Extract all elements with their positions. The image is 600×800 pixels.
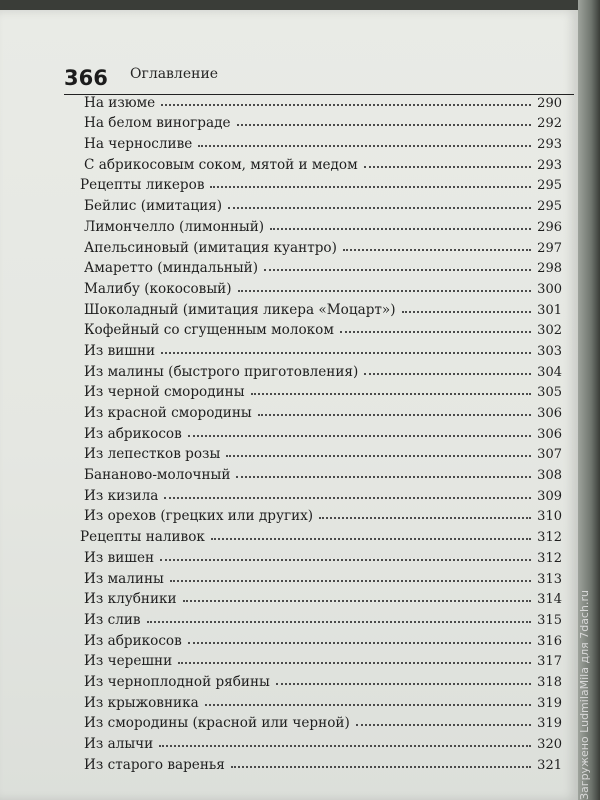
page-number: 366 — [64, 66, 108, 90]
dot-leader — [238, 290, 532, 292]
toc-entry-title: На черносливе — [84, 136, 193, 153]
toc-entry — [84, 649, 562, 670]
toc-entry-page: 319 — [537, 695, 562, 711]
toc-entry-page: 303 — [537, 343, 562, 359]
toc-entry-page: 320 — [537, 737, 562, 752]
toc-entry-page: 298 — [537, 261, 562, 277]
dot-leader — [236, 476, 531, 478]
toc-entry-title: Рецепты ликеров — [80, 177, 205, 194]
toc-entry-title: Из черной смородины — [84, 384, 245, 401]
toc-entry-title: Из старого варенья — [84, 756, 225, 773]
toc-entry — [84, 318, 562, 339]
toc-entry-title: Из слив — [84, 611, 141, 628]
toc-entry — [84, 276, 562, 297]
dot-leader — [402, 311, 532, 313]
toc-entry-page: 318 — [537, 674, 562, 690]
toc-entry-title: Из малины (быстрого приготовления) — [84, 363, 359, 380]
toc-entry-page: 319 — [537, 716, 562, 732]
toc-entry — [84, 380, 562, 401]
toc-entry-page: 301 — [537, 302, 562, 318]
dot-leader — [264, 269, 531, 271]
toc-entry — [84, 152, 562, 173]
dot-leader — [188, 435, 531, 437]
dot-leader — [210, 186, 531, 188]
table-of-contents — [80, 90, 562, 773]
toc-entry — [84, 731, 562, 752]
toc-entry-page: 305 — [537, 385, 562, 401]
toc-entry-page: 292 — [537, 116, 562, 132]
toc-entry-page: 306 — [537, 406, 562, 421]
toc-entry — [84, 256, 562, 277]
toc-entry — [84, 111, 562, 132]
dot-leader — [276, 683, 531, 685]
toc-entry-page: 307 — [537, 447, 562, 463]
dot-leader — [183, 600, 532, 602]
toc-entry-title: Амаретто (миндальный) — [84, 260, 259, 277]
toc-entry-page: 290 — [537, 95, 562, 111]
toc-entry — [84, 462, 562, 483]
dot-leader — [340, 331, 531, 333]
toc-entry-title: Кофейный со сгущенным молоком — [84, 322, 334, 339]
dot-leader — [161, 352, 531, 354]
toc-entry-title: Из абрикосов — [84, 632, 182, 649]
toc-entry-title: Из крыжовника — [84, 694, 199, 711]
toc-entry-title: Из вишни — [84, 342, 156, 359]
toc-entry — [84, 421, 562, 442]
toc-entry-title: Из смородины (красной или черной) — [84, 715, 350, 732]
book-page — [0, 10, 578, 800]
toc-entry — [84, 400, 562, 421]
toc-entry-page: 300 — [537, 281, 562, 297]
toc-entry-title: Из клубники — [84, 591, 177, 608]
toc-entry — [84, 359, 562, 380]
toc-entry-title: Из малины — [84, 570, 164, 587]
toc-entry-title: Из абрикосов — [84, 425, 182, 442]
toc-entry — [84, 566, 562, 587]
toc-entry-title: Шоколадный (имитация ликера «Моцарт») — [84, 301, 396, 318]
toc-entry-page: 295 — [537, 199, 562, 215]
dot-leader — [226, 455, 531, 457]
toc-entry-page: 314 — [537, 592, 562, 608]
toc-entry — [84, 607, 562, 628]
dot-leader — [159, 745, 531, 747]
toc-entry — [84, 690, 562, 711]
dot-leader — [160, 559, 531, 561]
toc-entry-page: 297 — [537, 240, 562, 256]
toc-entry-page: 295 — [537, 178, 562, 194]
toc-entry-page: 317 — [537, 654, 562, 670]
toc-entry — [84, 131, 562, 152]
toc-entry-page: 302 — [537, 323, 562, 339]
toc-entry — [84, 90, 562, 111]
toc-entry — [84, 711, 562, 732]
toc-entry — [84, 235, 562, 256]
dot-leader — [178, 662, 531, 664]
toc-entry-title: Из красной смородины — [84, 405, 252, 421]
toc-entry — [84, 214, 562, 235]
toc-entry-page: 296 — [537, 219, 562, 235]
toc-entry — [84, 442, 562, 463]
toc-entry-title: С абрикосовым соком, мятой и медом — [84, 156, 358, 173]
dot-leader — [147, 621, 532, 623]
toc-entry-page: 304 — [537, 364, 562, 380]
toc-entry — [84, 193, 562, 214]
toc-entry-page: 321 — [537, 757, 562, 773]
toc-entry — [84, 587, 562, 608]
toc-entry — [84, 504, 562, 525]
toc-entry-page: 293 — [537, 157, 562, 173]
dot-leader — [343, 249, 531, 251]
toc-entry-page: 293 — [537, 137, 562, 153]
toc-entry-title: На белом винограде — [84, 115, 231, 132]
toc-entry-title: Из кизила — [84, 487, 159, 504]
toc-entry-page: 312 — [537, 530, 562, 546]
toc-entry-title: Из черноплодной рябины — [84, 673, 270, 690]
toc-entry-title: Бананово-молочный — [84, 467, 231, 484]
dot-leader — [364, 166, 531, 168]
dot-leader — [211, 538, 531, 540]
toc-entry-title: Из лепестков розы — [84, 446, 221, 463]
toc-entry-title: Рецепты наливок — [80, 529, 205, 546]
dot-leader — [205, 704, 532, 706]
toc-entry — [84, 752, 562, 773]
dot-leader — [258, 414, 531, 416]
dot-leader — [188, 642, 531, 644]
toc-entry-title: Апельсиновый (имитация куантро) — [84, 239, 337, 256]
toc-entry — [84, 669, 562, 690]
toc-entry-page: 308 — [537, 468, 562, 484]
dot-leader — [164, 497, 531, 499]
dot-leader — [161, 104, 531, 106]
toc-entry-page: 312 — [537, 550, 562, 566]
dot-leader — [251, 393, 532, 395]
toc-entry-title: Из вишен — [84, 549, 155, 566]
toc-entry-page: 306 — [537, 426, 562, 442]
toc-entry-title: Бейлис (имитация) — [84, 198, 223, 215]
dot-leader — [228, 207, 531, 209]
dot-leader — [237, 124, 532, 126]
dot-leader — [170, 580, 531, 582]
toc-entry — [80, 173, 562, 194]
toc-entry-page: 313 — [537, 571, 562, 587]
dot-leader — [198, 145, 531, 147]
dot-leader — [319, 517, 531, 519]
toc-entry — [84, 545, 562, 566]
toc-entry — [84, 483, 562, 504]
toc-entry — [84, 628, 562, 649]
toc-entry-page: 316 — [537, 633, 562, 649]
dot-leader — [356, 724, 531, 726]
toc-entry — [84, 338, 562, 359]
toc-entry-title: Малибу (кокосовый) — [84, 280, 232, 297]
toc-entry-title: Лимончелло (лимонный) — [84, 218, 265, 235]
toc-entry-page: 315 — [537, 612, 562, 628]
watermark: Загружено LudmilaMila для 7dach.ru — [578, 590, 591, 800]
toc-entry-page: 309 — [537, 488, 562, 504]
toc-entry-page: 310 — [537, 509, 562, 525]
toc-entry-title: На изюме — [84, 94, 156, 111]
toc-entry — [80, 524, 562, 545]
dot-leader — [231, 766, 531, 768]
dot-leader — [270, 228, 531, 230]
toc-entry-title: Из орехов (грецких или других) — [84, 508, 314, 525]
dot-leader — [364, 373, 531, 375]
toc-entry-title: Из черешни — [84, 653, 173, 670]
toc-entry-title: Из алычи — [84, 736, 154, 752]
section-title: Оглавление — [130, 66, 219, 82]
toc-entry — [84, 297, 562, 318]
